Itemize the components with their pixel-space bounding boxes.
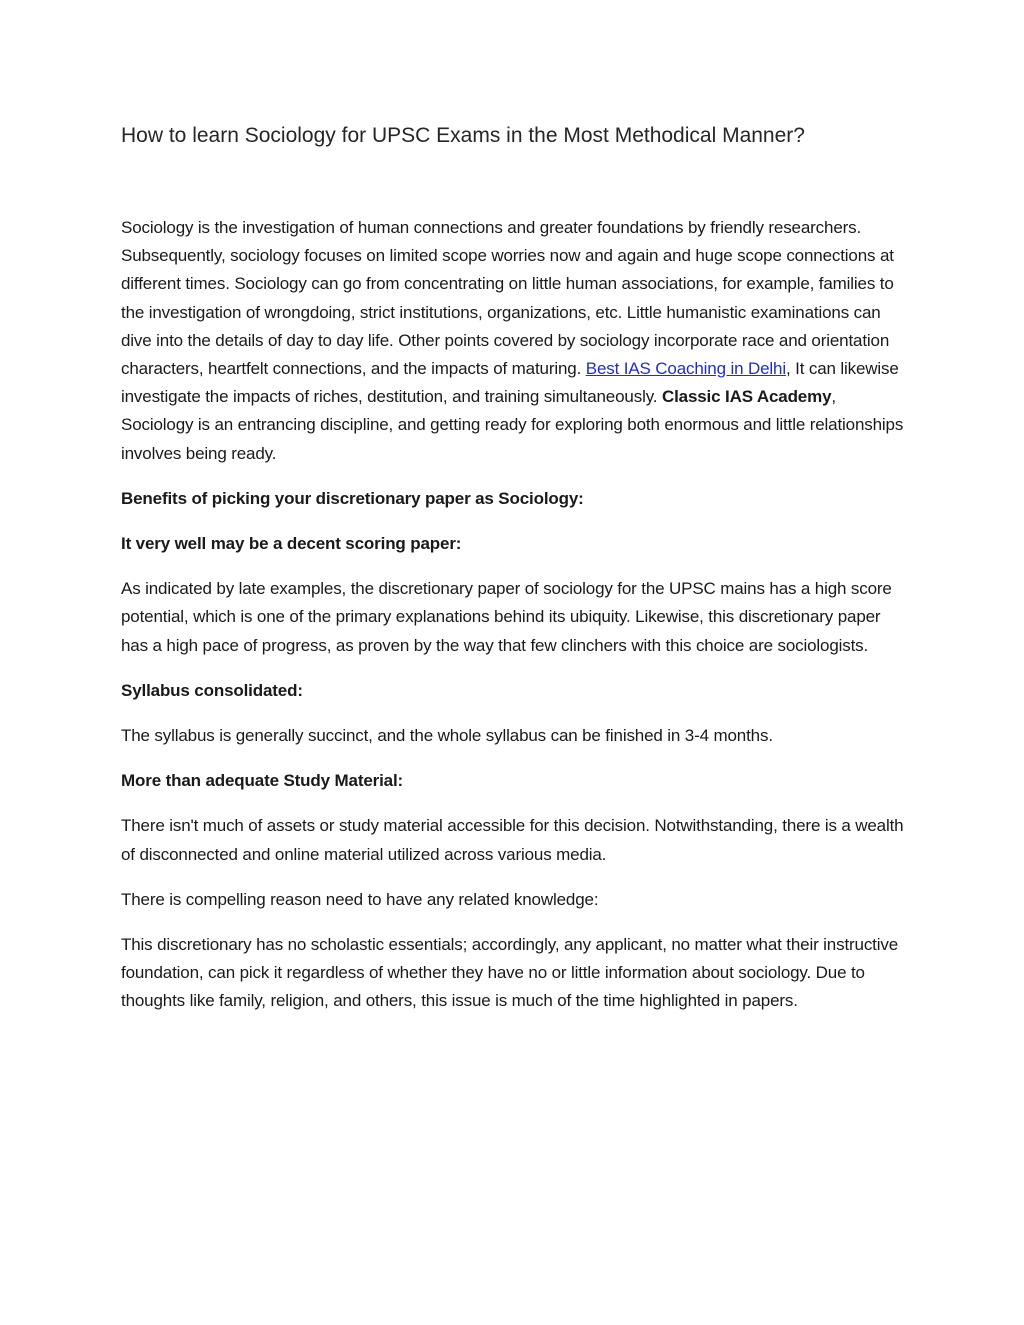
classic-ias-academy-bold: Classic IAS Academy <box>661 387 832 407</box>
knowledge-subheading: There is compelling reason need to have any related knowledge: <box>121 889 599 909</box>
best-ias-coaching-link[interactable]: Best IAS Coaching in Delhi <box>585 359 786 379</box>
study-material-heading: More than adequate Study Material: <box>121 771 404 791</box>
intro-text-start: Sociology is the investigation of human connections and greater foundations by friendly researchers. Subsequently, sociology focuses on limited scope worries now and again and huge scope connections at different times. Sociology can go from concentrating on little human associations, for example, families to the investigation of wrongdoing, strict institutions, organizations, etc. Little humanistic examinations can dive into the details of day to day life. Other points covered by sociology incorporate race and orientation characters, heartfelt connections, and the impacts of maturing. <box>121 218 894 379</box>
scoring-heading: It very well may be a decent scoring paper: <box>121 534 462 554</box>
knowledge-paragraph: This discretionary has no scholastic essentials; accordingly, any applicant, no matter what their instructive foundation, can pick it regardless of whether they have no or little information about sociology. Due to thoughts like family, religion, and others, this issue is much of the time highlighted in papers. <box>121 935 899 1011</box>
document-body <box>121 214 906 1033</box>
intro-paragraph <box>121 214 906 468</box>
scoring-paragraph: As indicated by late examples, the discretionary paper of sociology for the UPSC mains has a high score potential, which is one of the primary explanations behind its ubiquity. Likewise, this discretionary paper has a high pace of progress, as proven by the way that few clinchers with this choice are sociologists. <box>121 579 892 655</box>
syllabus-paragraph: The syllabus is generally succinct, and the whole syllabus can be finished in 3-4 months. <box>121 726 773 746</box>
intro-text-middle: , It can likewise investigate the impacts of riches, destitution, and training simultaneously. <box>121 359 899 407</box>
benefits-heading: Benefits of picking your discretionary paper as Sociology: <box>121 488 584 508</box>
study-material-paragraph: There isn't much of assets or study material accessible for this decision. Notwithstanding, there is a wealth of disconnected and online material utilized across various media. <box>121 816 904 864</box>
document-title: How to learn Sociology for UPSC Exams in the Most Methodical Manner? <box>121 124 805 147</box>
syllabus-heading: Syllabus consolidated: <box>121 680 303 700</box>
intro-text-end: , Sociology is an entrancing discipline, and getting ready for exploring both enormous and little relationships involves being ready. <box>121 387 904 463</box>
